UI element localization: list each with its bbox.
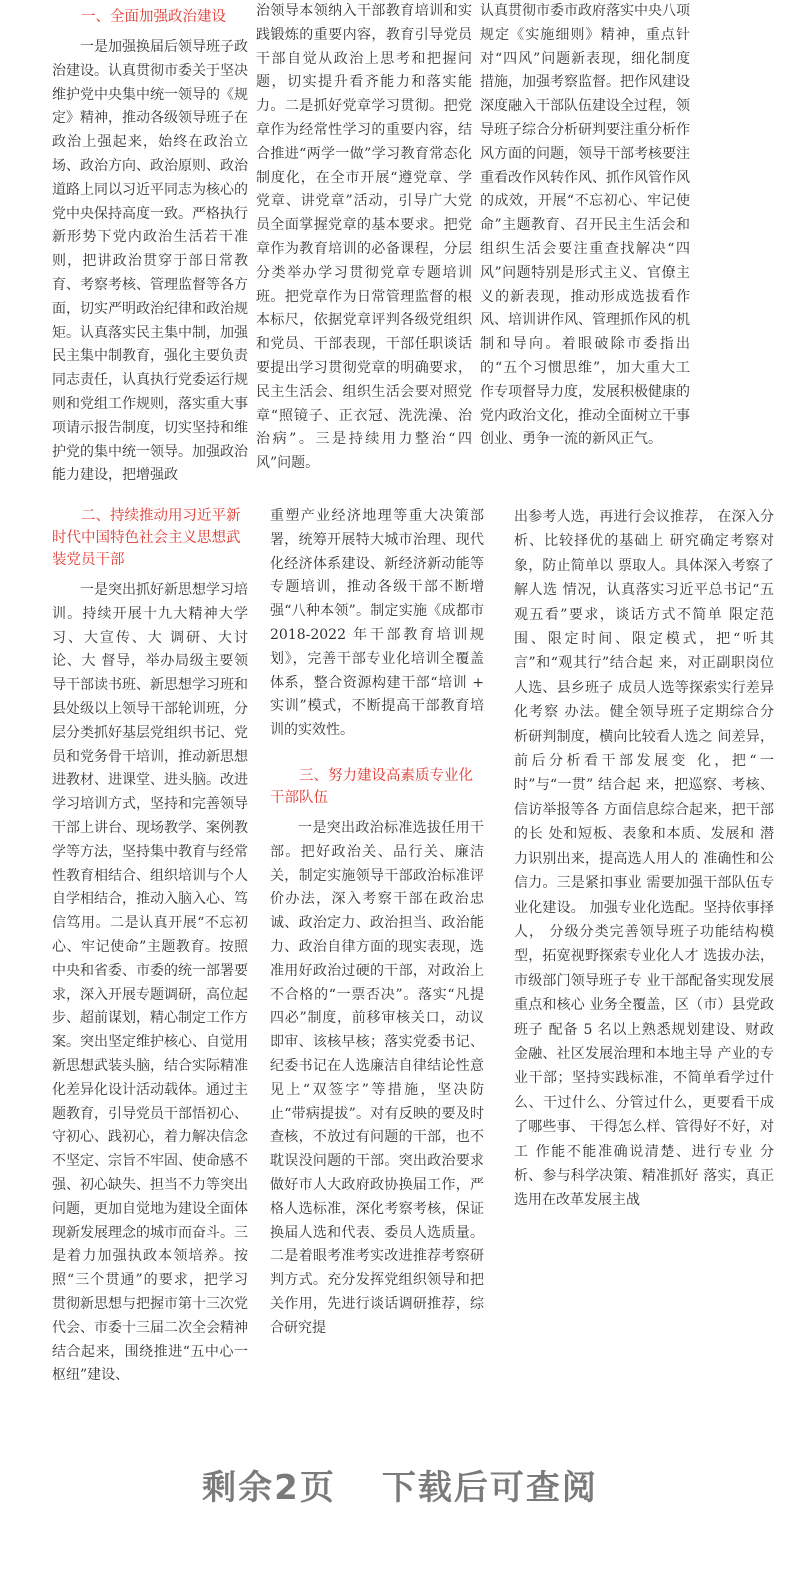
top-column-1-text: 一是加强换届后领导班子政治建设。认真贯彻市委关于坚决维护党中央集中统一领导的《规定》精神，推动各级领导班子在政治上强起来，始终在政治立场、政治方向、政治原则、政治道路上同以习近平同志为核心的党中央保持高度一致。严格执行新形势下党内政治生活若干准则，把讲政治贯穿于部日常教育、考察考核、管理监督等各方面，切实严明政治纪律和政治规矩。认真落实民主集中制，加强民主集中制教育，强化主要负责同志责任，认真执行党委运行规则和党组工作规则，落实重大事项请示报告制度，切实坚持和维护党的集中统一领导。加强政治能力建设，把增强政 <box>52 39 248 484</box>
top-column-2 <box>256 0 472 476</box>
bottom-column-1-text: 一是突出抓好新思想学习培训。持续开展十九大精神大学习、大宣传、大 调研、大讨 论、大 督导，举办局级主要领导干部读书班、新思想学习班和县处级以上领导干部轮训班，分层分类抓好基层党组织书记、党员和党务骨干培训，推动新思想进教材、进课堂、进头脑。改进学习培训方式，坚持和完善领导干部上讲台、现场教学、案例教学等方法，坚持集中教育与经常性教育相结合、组织培训与个人自学相结合，推动入脑入心、笃信笃用。二是认真开展“不忘初心、牢记使命”主题教育。按照中央和省委、市委的统一部署要求，深入开展专题调研，高位起步、超前谋划，精心制定工作方案。突出坚定维护核心、自觉用新思想武装头脑，结合实际精准化差异化设计活动载体。通过主题教育，引导党员干部悟初心、守初心、践初心，着力解决信念不坚定、宗旨不牢固、使命感不强、初心缺失、担当不力等突出问题，更加自觉地为建设全面体现新发展理念的城市而奋斗。三是着力加强执政本领培养。按照“三个贯通”的要求，把学习贯彻新思想与把握市第十三次党代会、市委十三届二次全会精神结合起来，围绕推进“五中心一枢纽”建设、 <box>52 582 248 1384</box>
section-bottom <box>0 505 800 1385</box>
download-to-view-text: 下载后可查阅 <box>381 1468 598 1508</box>
section-heading-3: 三、努力建设高素质专业化干部队伍 <box>270 767 473 806</box>
section-heading-2: 二、持续推动用习近平新时代中国特色社会主义思想武装党员干部 <box>52 508 241 568</box>
remaining-pages-text: 剩余2页 <box>202 1468 336 1508</box>
top-column-3 <box>480 0 690 452</box>
section-heading-1: 一、全面加强政治建设 <box>81 9 226 25</box>
bottom-column-2-text-after: 一是突出政治标准选拔任用干部。把好政治关、品行关、廉洁关，制定实施领导干部政治标准评价办法，深入考察干部在政治忠诚、政治定力、政治担当、政治能力、政治自律方面的现实表现，选准用好政治过硬的干部，对政治上不合格的“一票否决”。落实“凡提四必”制度，前移审核关口，动议即审、该核早核；落实党委书记、纪委书记在人选廉洁自律结论性意见上“双签字”等措施，坚决防止“带病提拔”。对有反映的要及时查核，不放过有问题的干部，也不耽误没问题的干部。突出政治要求做好市人大政府政协换届工作，严格人选标准，深化考察考核，保证换届人选和代表、委员人选质量。二是着眼考准考实改进推荐考察研判方式。充分发挥党组织领导和把关作用，先进行谈话调研推荐，综合研究提 <box>270 819 484 1336</box>
bottom-column-2 <box>270 505 484 1341</box>
bottom-column-1 <box>52 505 248 1388</box>
download-prompt[interactable] <box>0 1460 800 1509</box>
bottom-column-2-text-before: 重塑产业经济地理等重大决策部署，统筹开展特大城市治理、现代化经济体系建设、新经济新动能等专题培训，推动各级干部不断增强“八种本领”。制定实施《成都市 2018-2022 年干部教育培训规划》，完善干部专业化培训全覆盖体系，整合资源构建干部“培训 + 实训”模式，不断提高干部教育培训的实效性。 <box>270 508 484 739</box>
top-column-1 <box>52 0 248 488</box>
top-column-2-text: 治领导本领纳入干部教育培训和实践锻炼的重要内容，教育引导党员干部自觉从政治上思考和把握问题，切实提升看齐能力和落实能力。二是抓好党章学习贯彻。把党章作为经常性学习的重要内容，结合推进“两学一做”学习教育常态化制度化，在全市开展“遵党章、学党章、讲党章”活动，引导广大党员全面掌握党章的基本要求。把党章作为教育培训的必备课程，分层分类举办学习贯彻党章专题培训班。把党章作为日常管理监督的根本标尺，依据党章评判各级党组织和党员、干部表现，干部任职谈话要提出学习贯彻党章的明确要求，民主生活会、组织生活会要对照党章“照镜子、正衣冠、洗洗澡、治治病”。三是持续用力整治“四风”问题。 <box>256 3 472 472</box>
top-column-3-text: 认真贯彻市委市政府落实中央八项规定《实施细则》精神，重点针对“四风”问题新表现，细化制度措施，加强考察监督。把作风建设深度融入干部队伍建设全过程，领导班子综合分析研判要注重分析作风方面的问题，领导干部考核要注重看改作风转作风、抓作风管作风的成效，开展“不忘初心、牢记使命”主题教育、召开民主生活会和组织生活会要注重查找解决“四风”问题特别是形式主义、官僚主义的新表现，推动形成选拔看作风、培训讲作风、管理抓作风的机制和导向。着眼破除市委指出的“五个习惯思维”，加大重大工作专项督导力度，发展积极健康的党内政治文化，推动全面树立干事创业、勇争一流的新风正气。 <box>480 3 690 448</box>
bottom-column-3 <box>514 505 774 1213</box>
section-top <box>0 0 800 484</box>
bottom-column-3-text: 出参考人选，再进行会议推荐， 在深入分析、比较择优的基础上 研究确定考察对象，防止简单以 票取人。具体深入考察了解人选 情况，认真落实习近平总书记“五 观五看”要求，谈话方式不简单 限定范围、限定时间、限定模式，把“听其言”和“观其行”结合起 来，对正副职岗位人选、县乡班子 成员人选等探索实行差异化考察 办法。健全领导班子定期综合分 析研判制度，横向比较看人选之 间差异，前后分析看干部发展变 化，把“一时”与“一贯” 结合起 来，把巡察、考核、信访举报等各 方面信息综合起来，把干部的长 处和短板、表象和本质、发展和 潜力识别出来，提高选人用人的 准确性和公信力。三是紧扣事业 需要加强干部队伍专业化建设。 加强专业化选配。坚持依事择人， 分级分类完善领导班子功能结构模型，拓宽视野探索专业化人才 选拔办法，市级部门领导班子专 业干部配备实现发展重点和核心 业务全覆盖，区（市）县党政班子 配备 5 名以上熟悉规划建设、财政 金融、社区发展治理和本地主导 产业的专业干部；坚持实践标准，不简单看学过什么、干过什么、分管过什么，更要看干成了哪些事、 干得怎么样、管得好不好，对工 作能不能准确说清楚、进行专业 分析、参与科学决策、精准抓好 落实，真正选用在改革发展主战 <box>514 509 774 1209</box>
